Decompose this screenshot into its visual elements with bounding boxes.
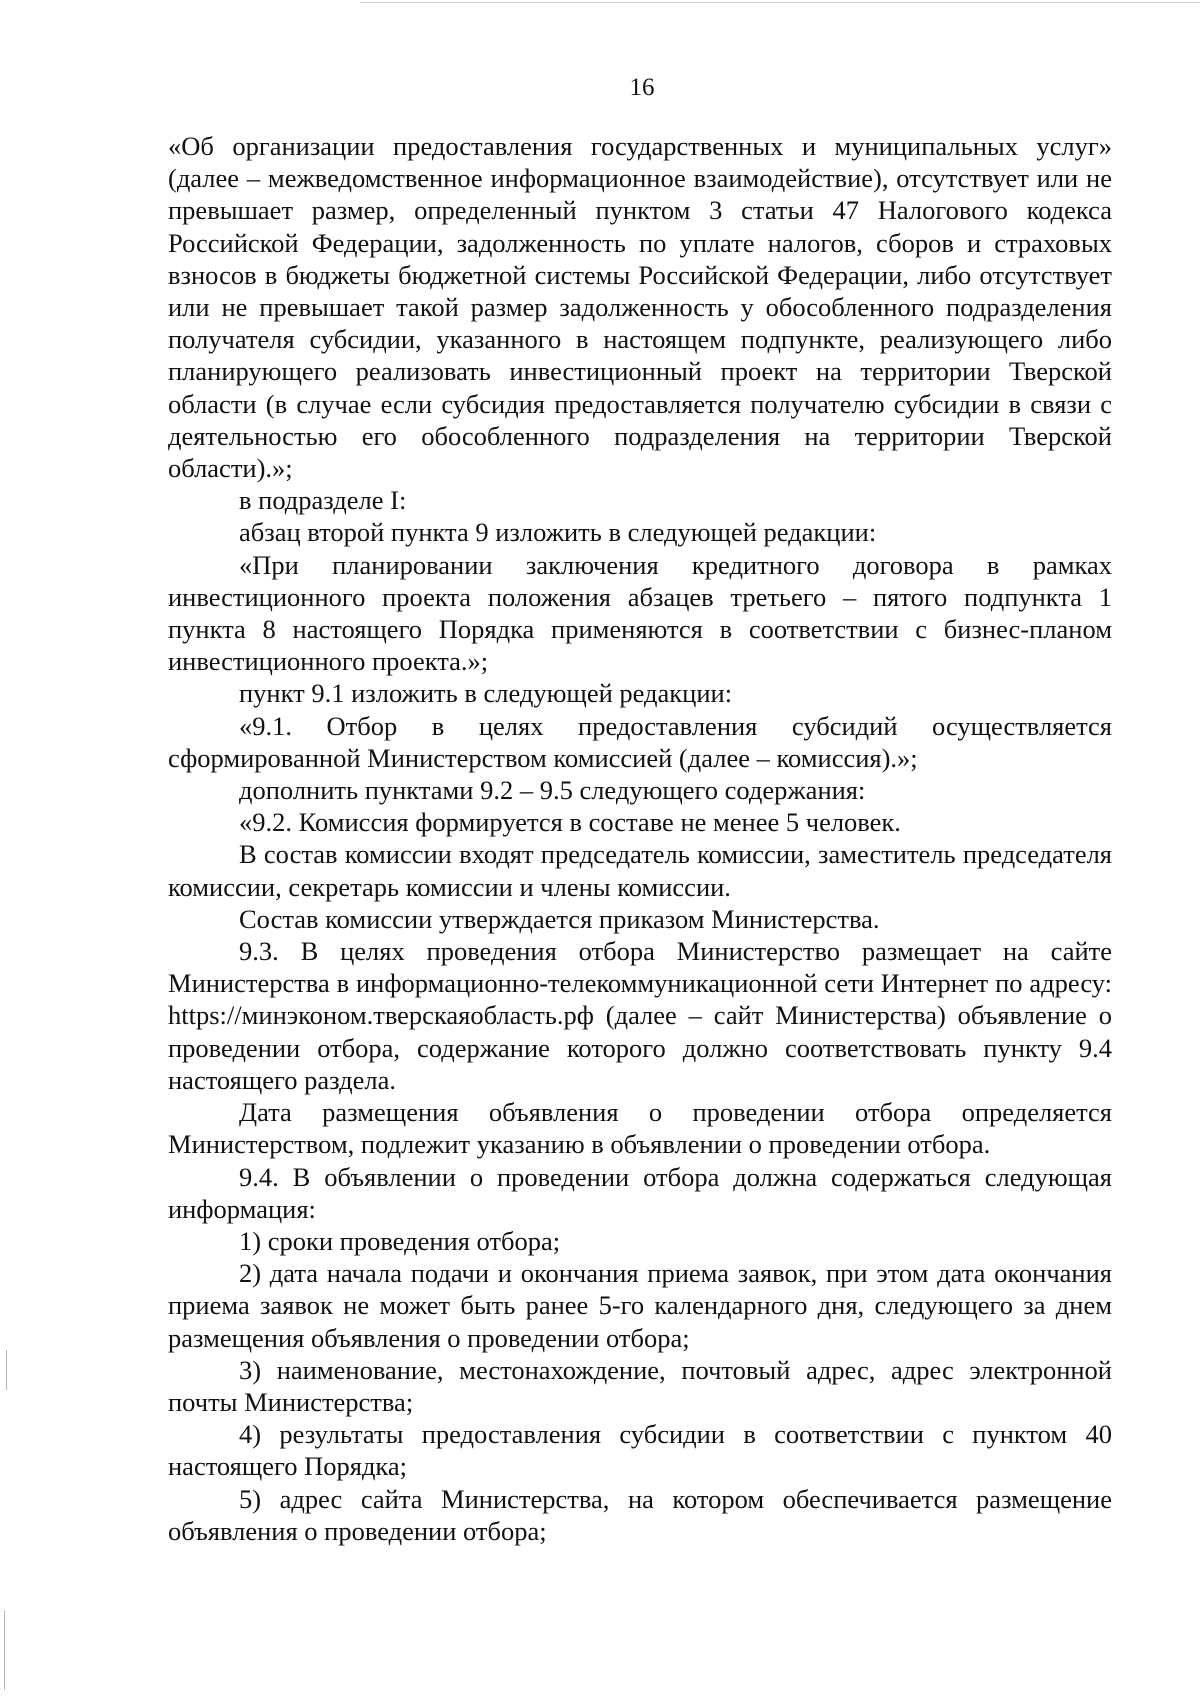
paragraph: 9.4. В объявлении о проведении отбора должна содержаться следующая информация: (168, 1161, 1112, 1224)
paragraph: пункт 9.1 изложить в следующей редакции: (239, 678, 733, 709)
paragraph: В состав комиссии входят председатель комиссии, заместитель председателя комиссии, секретарь комиссии и члены комиссии. (168, 839, 1112, 902)
scan-top-edge-line (360, 2, 1200, 3)
paragraph: Состав комиссии утверждается приказом Министерства. (239, 903, 880, 934)
paragraph: в подразделе I: (239, 485, 407, 516)
list-item: 5) адрес сайта Министерства, на котором обеспечивается размещение объявления о проведении отбора; (168, 1483, 1112, 1546)
paragraph: «9.2. Комиссия формируется в составе не менее 5 человек. (239, 807, 901, 838)
list-item: 4) результаты предоставления субсидии в соответствии с пунктом 40 настоящего Порядка; (168, 1419, 1112, 1482)
list-item: 1) сроки проведения отбора; (239, 1225, 561, 1256)
paragraph: 9.3. В целях проведения отбора Министерство размещает на сайте Министерства в информационно-телекоммуникационной сети Интернет по адресу: https://минэконом.тверскаяобласть.рф (далее – сайт Министерства) объявление о проведении отбора, содержание которого должно соответствовать пункту 9.4 настоящего раздела. (168, 936, 1112, 1095)
scan-edge-mark (6, 1350, 7, 1390)
paragraph: «При планировании заключения кредитного договора в рамках инвестиционного проекта положения абзацев третьего – пятого подпункта 1 пункта 8 настоящего Порядка применяются в соответствии с бизнес-планом инвестиционного проекта.»; (168, 549, 1112, 677)
list-item: 3) наименование, местонахождение, почтовый адрес, адрес электронной почты Министерства; (168, 1354, 1112, 1417)
document-body (168, 130, 1112, 1547)
list-item: 2) дата начала подачи и окончания приема заявок, при этом дата окончания приема заявок не может быть ранее 5-го календарного дня, следующего за днем размещения объявления о проведении отбора; (168, 1258, 1112, 1353)
paragraph: абзац второй пункта 9 изложить в следующей редакции: (239, 517, 877, 548)
paragraph: дополнить пунктами 9.2 – 9.5 следующего содержания: (239, 775, 866, 806)
paragraph-continuation: «Об организации предоставления государственных и муниципальных услуг» (далее – межведомственное информационное взаимодействие), отсутствует или не превышает размер, определенный пунктом 3 статьи 47 Налогового кодекса Российской Федерации, задолженность по уплате налогов, сборов и страховых взносов в бюджеты бюджетной системы Российской Федерации, либо отсутствует или не превышает такой размер задолженность у обособленного подразделения получателя субсидии, указанного в настоящем подпункте, реализующего либо планирующего реализовать инвестиционный проект на территории Тверской области (в случае если субсидия предоставляется получателю субсидии в связи с деятельностью его обособленного подразделения на территории Тверской области).»; (168, 131, 1112, 484)
paragraph: Дата размещения объявления о проведении отбора определяется Министерством, подлежит указанию в объявлении о проведении отбора. (168, 1097, 1112, 1160)
page-number: 16 (629, 74, 655, 101)
paragraph: «9.1. Отбор в целях предоставления субсидий осуществляется сформированной Министерством комиссией (далее – комиссия).»; (168, 710, 1112, 773)
scan-edge-mark (4, 1610, 5, 1690)
